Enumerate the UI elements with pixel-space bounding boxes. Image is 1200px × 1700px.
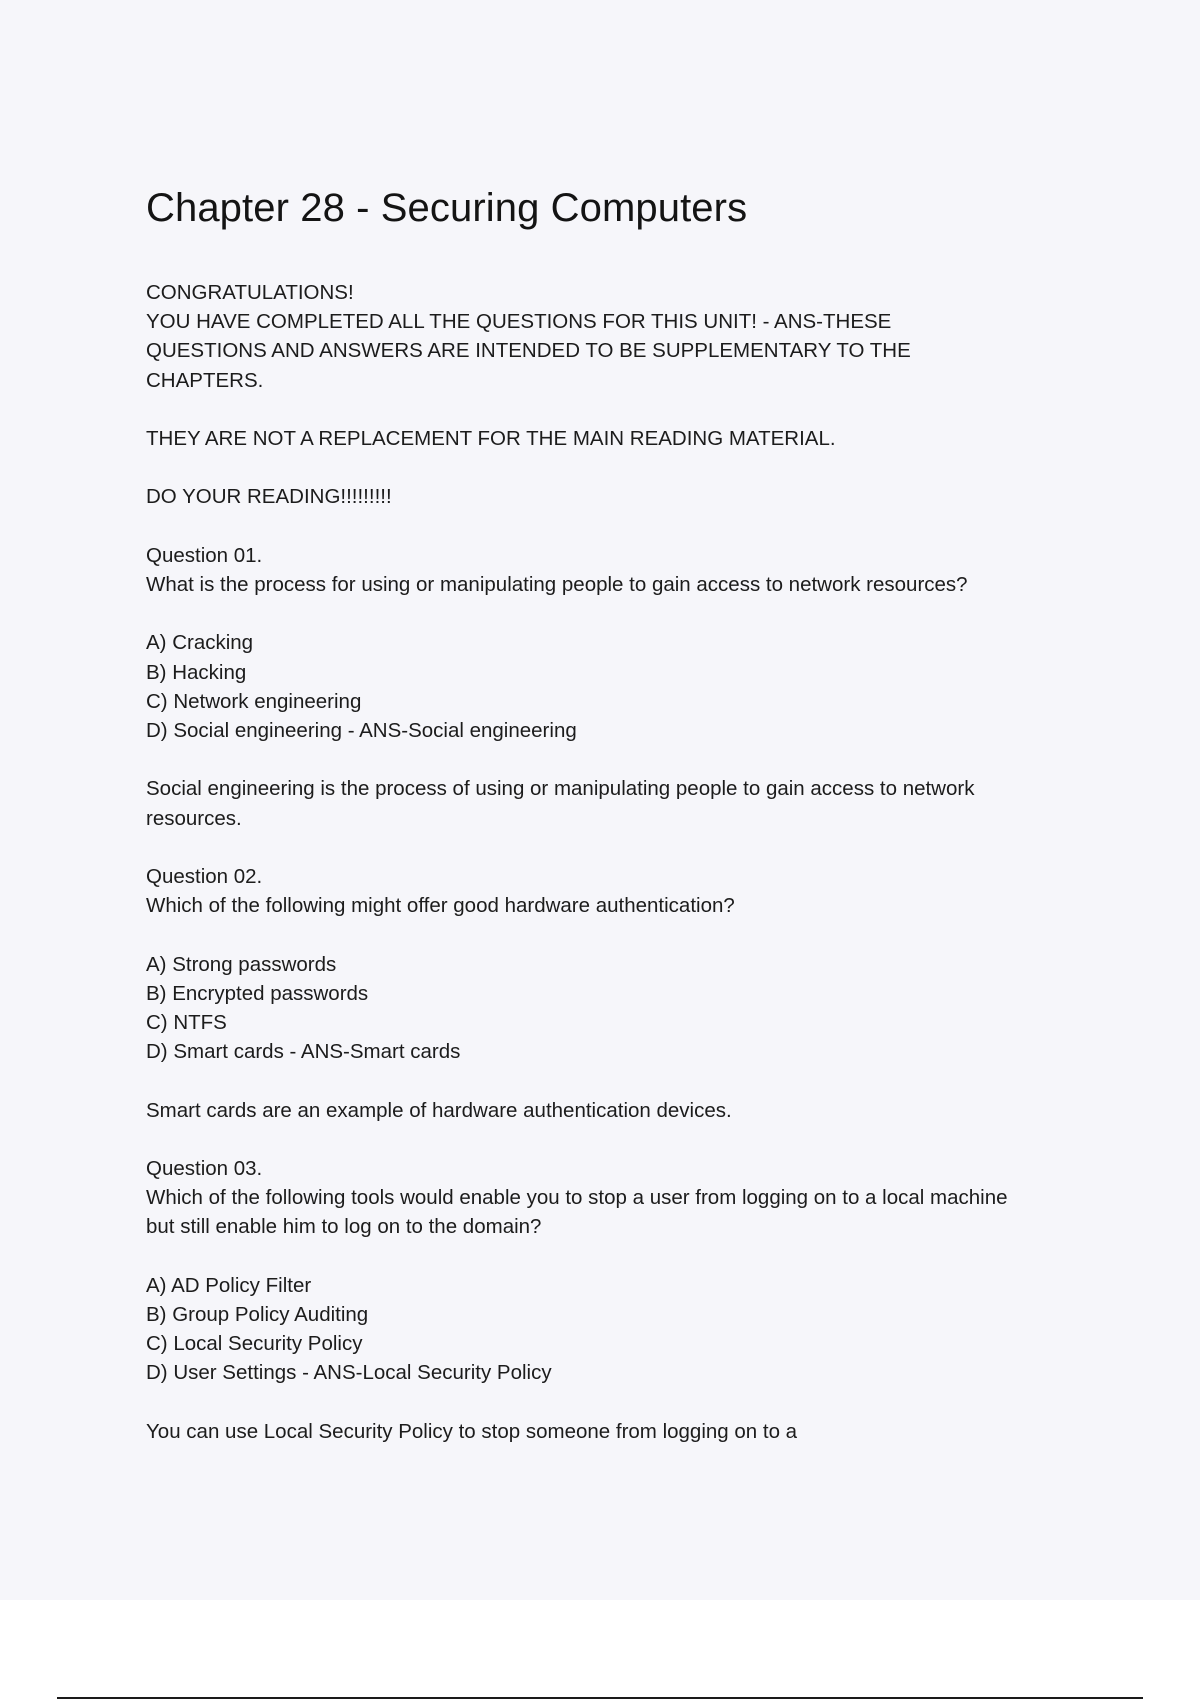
answer-option: B) Encrypted passwords xyxy=(146,981,369,1005)
footer-divider xyxy=(57,1697,1143,1699)
spacer xyxy=(146,395,1106,424)
spacer xyxy=(146,920,1106,949)
answer-option: D) Smart cards - ANS-Smart cards xyxy=(146,1040,461,1064)
spacer xyxy=(146,745,1106,774)
intro-completed-line: QUESTIONS AND ANSWERS ARE INTENDED TO BE SUPPLEMENTARY TO THE xyxy=(146,339,911,363)
question-prompt: Which of the following tools would enable you to stop a user from logging on to a local machine xyxy=(146,1186,1008,1210)
question-block xyxy=(146,862,1106,1154)
intro-do-reading: DO YOUR READING!!!!!!!!! xyxy=(146,485,392,509)
answer-explanation: Smart cards are an example of hardware authentication devices. xyxy=(146,1098,732,1122)
answer-option: C) Network engineering xyxy=(146,689,362,713)
answer-explanation: Social engineering is the process of using or manipulating people to gain access to network xyxy=(146,777,975,801)
answer-explanation: You can use Local Security Policy to stop someone from logging on to a xyxy=(146,1419,798,1443)
document-content xyxy=(146,182,1106,1446)
question-heading: Question 01. xyxy=(146,543,263,567)
question-block xyxy=(146,1154,1106,1446)
spacer xyxy=(146,512,1106,541)
intro-completed-line: CHAPTERS. xyxy=(146,368,264,392)
answer-option: A) Cracking xyxy=(146,631,254,655)
question-heading: Question 03. xyxy=(146,1156,263,1180)
answer-option: B) Hacking xyxy=(146,660,247,684)
answer-option: A) AD Policy Filter xyxy=(146,1273,312,1297)
question-heading: Question 02. xyxy=(146,864,263,888)
answer-option: C) Local Security Policy xyxy=(146,1332,363,1356)
intro-not-replacement: THEY ARE NOT A REPLACEMENT FOR THE MAIN READING MATERIAL. xyxy=(146,427,836,450)
spacer xyxy=(146,1066,1106,1095)
answer-explanation: resources. xyxy=(146,806,242,830)
spacer xyxy=(146,833,1106,862)
answer-option: C) NTFS xyxy=(146,1010,227,1034)
question-prompt: What is the process for using or manipulating people to gain access to network resources? xyxy=(146,572,968,596)
spacer xyxy=(146,1242,1106,1271)
answer-option: D) Social engineering - ANS-Social engineering xyxy=(146,718,577,742)
document-title: Chapter 28 - Securing Computers xyxy=(146,186,748,230)
question-prompt: Which of the following might offer good hardware authentication? xyxy=(146,894,735,918)
answer-option: D) User Settings - ANS-Local Security Policy xyxy=(146,1361,552,1385)
intro-completed-line: YOU HAVE COMPLETED ALL THE QUESTIONS FOR THIS UNIT! - ANS-THESE xyxy=(146,310,892,334)
spacer xyxy=(146,1125,1106,1154)
question-block xyxy=(146,541,1106,862)
answer-option: B) Group Policy Auditing xyxy=(146,1302,369,1326)
intro-congrats: CONGRATULATIONS! xyxy=(146,281,354,304)
question-prompt: but still enable him to log on to the domain? xyxy=(146,1215,542,1239)
spacer xyxy=(146,599,1106,628)
spacer xyxy=(146,453,1106,482)
spacer xyxy=(146,1388,1106,1417)
answer-option: A) Strong passwords xyxy=(146,952,337,976)
document-body xyxy=(146,278,1106,1446)
